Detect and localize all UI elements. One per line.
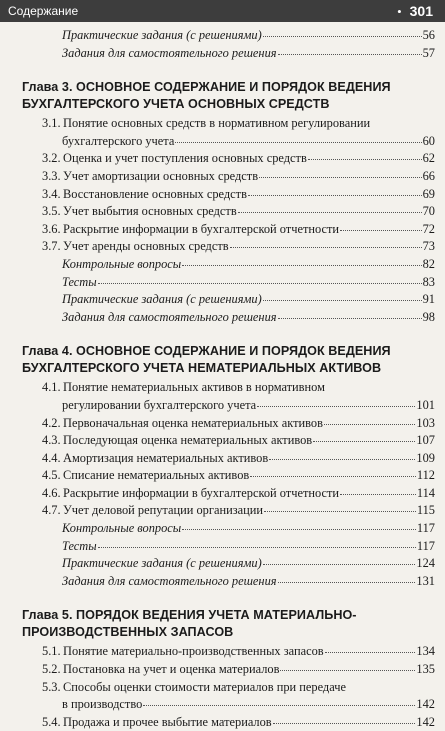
toc-entry-page: 91 — [422, 292, 435, 307]
section-title: Раскрытие информации в бухгалтерской отчетности — [63, 485, 340, 500]
toc-section[interactable] — [0, 238, 445, 256]
section-number: 5.3. — [42, 679, 61, 694]
section-number: 4.6. — [42, 485, 61, 500]
toc-entry-page: 131 — [416, 573, 435, 588]
toc-entry-title: Задания для самостоятельного решения — [62, 45, 277, 60]
dot-leader — [324, 424, 415, 425]
toc-section[interactable] — [0, 115, 445, 133]
section-page: 66 — [422, 168, 435, 183]
chapter-heading-line: Глава 5. ПОРЯДОК ВЕДЕНИЯ УЧЕТА МАТЕРИАЛЬНО- — [22, 608, 357, 623]
toc-entry-title: Тесты — [62, 538, 97, 553]
dot-leader — [269, 459, 415, 460]
dot-leader — [175, 142, 421, 143]
toc-entry[interactable] — [0, 309, 445, 327]
dot-leader — [313, 441, 415, 442]
chapter-heading-line: БУХГАЛТЕРСКОГО УЧЕТА ОСНОВНЫХ СРЕДСТВ — [22, 97, 330, 112]
chapter-heading[interactable] — [0, 79, 445, 113]
dot-leader — [278, 54, 422, 55]
section-title: Учет деловой репутации организации — [63, 503, 263, 518]
dot-leader — [340, 494, 416, 495]
section-title-continued: регулировании бухгалтерского учета — [62, 397, 257, 412]
section-page: 112 — [416, 468, 435, 483]
chapter-heading-line: Глава 3. ОСНОВНОЕ СОДЕРЖАНИЕ И ПОРЯДОК ВЕДЕНИЯ — [22, 80, 391, 95]
toc-section-continued[interactable] — [0, 133, 445, 151]
section-page: 72 — [422, 221, 435, 236]
section-number: 3.1. — [42, 116, 61, 131]
toc-entry[interactable] — [0, 256, 445, 274]
section-title: Раскрытие информации в бухгалтерской отчетности — [63, 221, 340, 236]
toc-entry[interactable] — [0, 520, 445, 538]
toc-entry-title: Контрольные вопросы — [62, 256, 182, 271]
section-title-continued: в производство — [62, 697, 143, 712]
toc-section[interactable] — [0, 502, 445, 520]
dot-leader — [238, 212, 422, 213]
section-number: 3.5. — [42, 204, 61, 219]
section-page: 135 — [416, 662, 435, 677]
toc-section[interactable] — [0, 203, 445, 221]
toc-section[interactable] — [0, 168, 445, 186]
toc-section[interactable] — [0, 221, 445, 239]
toc-section[interactable] — [0, 450, 445, 468]
section-number: 3.7. — [42, 239, 61, 254]
section-number: 4.5. — [42, 468, 61, 483]
toc-entry[interactable] — [0, 45, 445, 63]
section-title: Продажа и прочее выбытие материалов — [63, 714, 272, 729]
section-number: 4.7. — [42, 503, 61, 518]
section-number: 3.2. — [42, 151, 61, 166]
section-title: Учет выбытия основных средств — [63, 204, 237, 219]
toc-entry[interactable] — [0, 274, 445, 292]
dot-leader — [257, 406, 415, 407]
section-page: 62 — [422, 151, 435, 166]
section-page: 73 — [422, 239, 435, 254]
dot-leader — [264, 511, 416, 512]
toc-section[interactable] — [0, 467, 445, 485]
toc-section[interactable] — [0, 432, 445, 450]
section-title: Учет амортизации основных средств — [63, 168, 259, 183]
toc-entry[interactable] — [0, 555, 445, 573]
toc-section[interactable] — [0, 661, 445, 679]
section-page: 69 — [422, 186, 435, 201]
toc-section-continued[interactable] — [0, 696, 445, 714]
dot-leader — [182, 265, 421, 266]
toc-section[interactable] — [0, 186, 445, 204]
dot-leader — [308, 159, 422, 160]
dot-leader — [278, 318, 422, 319]
toc-section[interactable] — [0, 714, 445, 731]
section-number: 5.2. — [42, 662, 61, 677]
dot-leader — [248, 195, 422, 196]
section-title: Понятие нематериальных активов в нормативном — [63, 380, 325, 395]
dot-leader — [273, 723, 416, 724]
toc-section[interactable] — [0, 150, 445, 168]
section-page: 70 — [422, 204, 435, 219]
toc-section[interactable] — [0, 485, 445, 503]
section-page: 142 — [416, 714, 435, 729]
toc-entry-page: 56 — [422, 28, 435, 42]
table-of-contents — [0, 27, 445, 731]
section-number: 4.1. — [42, 380, 61, 395]
section-title: Списание нематериальных активов — [63, 468, 250, 483]
toc-entry-page: 124 — [416, 556, 435, 571]
toc-entry-title: Практические задания (с решениями) — [62, 292, 262, 307]
section-page: 114 — [416, 485, 435, 500]
dot-leader — [98, 547, 416, 548]
toc-section[interactable] — [0, 415, 445, 433]
toc-entry-title: Контрольные вопросы — [62, 521, 182, 536]
section-number: 5.1. — [42, 644, 61, 659]
dot-leader — [230, 247, 422, 248]
toc-entry-page: 83 — [422, 274, 435, 289]
chapter-heading-line: ПРОИЗВОДСТВЕННЫХ ЗАПАСОВ — [22, 625, 234, 640]
section-title: Учет аренды основных средств — [63, 239, 229, 254]
running-header — [0, 0, 445, 22]
toc-entry-page: 117 — [416, 521, 435, 536]
toc-entry-page: 57 — [422, 45, 435, 60]
toc-entry-title: Практические задания (с решениями) — [62, 556, 262, 571]
section-number: 4.4. — [42, 450, 61, 465]
dot-leader — [263, 564, 416, 565]
chapter-heading[interactable] — [0, 607, 445, 641]
toc-entry-page: 82 — [422, 256, 435, 271]
section-title: Первоначальная оценка нематериальных активов — [63, 415, 323, 430]
toc-entry[interactable] — [0, 27, 445, 45]
toc-section-continued[interactable] — [0, 397, 445, 415]
section-title: Амортизация нематериальных активов — [63, 450, 269, 465]
section-page: 142 — [416, 697, 435, 712]
dot-leader — [278, 582, 416, 583]
dot-leader — [263, 36, 422, 37]
section-number: 3.4. — [42, 186, 61, 201]
section-page: 109 — [416, 450, 435, 465]
section-title: Способы оценки стоимости материалов при передаче — [63, 679, 346, 694]
section-title: Последующая оценка нематериальных активов — [63, 433, 313, 448]
header-right — [397, 3, 433, 19]
dot-leader — [280, 670, 415, 671]
dot-leader — [340, 230, 422, 231]
section-page: 60 — [422, 133, 435, 148]
bullet-icon: • — [397, 3, 402, 19]
section-title: Понятие материально-производственных запасов — [63, 644, 324, 659]
section-page: 107 — [416, 433, 435, 448]
toc-section[interactable] — [0, 679, 445, 697]
section-title: Восстановление основных средств — [63, 186, 247, 201]
toc-entry-title: Тесты — [62, 274, 97, 289]
section-title: Понятие основных средств в нормативном регулировании — [63, 116, 371, 131]
dot-leader — [98, 283, 422, 284]
section-number: 5.4. — [42, 714, 61, 729]
section-page: 115 — [416, 503, 435, 518]
dot-leader — [263, 300, 422, 301]
section-number: 4.2. — [42, 415, 61, 430]
dot-leader — [182, 529, 416, 530]
toc-entry-page: 98 — [422, 309, 435, 324]
toc-entry[interactable] — [0, 538, 445, 556]
dot-leader — [325, 652, 416, 653]
chapter-heading-line: Глава 4. ОСНОВНОЕ СОДЕРЖАНИЕ И ПОРЯДОК ВЕДЕНИЯ — [22, 344, 391, 359]
toc-entry[interactable] — [0, 573, 445, 591]
dot-leader — [259, 177, 422, 178]
toc-entry-title: Практические задания (с решениями) — [62, 28, 262, 42]
dot-leader — [250, 476, 416, 477]
section-number: 3.3. — [42, 168, 61, 183]
section-page: 134 — [416, 644, 435, 659]
toc-entry[interactable] — [0, 291, 445, 309]
toc-section[interactable] — [0, 643, 445, 661]
chapter-heading-line: БУХГАЛТЕРСКОГО УЧЕТА НЕМАТЕРИАЛЬНЫХ АКТИВОВ — [22, 361, 382, 376]
toc-entry-page: 117 — [416, 538, 435, 553]
dot-leader — [143, 705, 415, 706]
section-page: 103 — [416, 415, 435, 430]
toc-section[interactable] — [0, 379, 445, 397]
section-number: 3.6. — [42, 221, 61, 236]
section-title: Содержание — [8, 4, 79, 18]
section-title: Оценка и учет поступления основных средств — [63, 151, 307, 166]
section-title-continued: бухгалтерского учета — [62, 133, 175, 148]
toc-entry-title: Задания для самостоятельного решения — [62, 573, 277, 588]
section-title: Постановка на учет и оценка материалов — [63, 662, 280, 677]
page-number: 301 — [409, 3, 433, 19]
section-page: 101 — [416, 397, 435, 412]
toc-entry-title: Задания для самостоятельного решения — [62, 309, 277, 324]
chapter-heading[interactable] — [0, 343, 445, 377]
section-number: 4.3. — [42, 433, 61, 448]
